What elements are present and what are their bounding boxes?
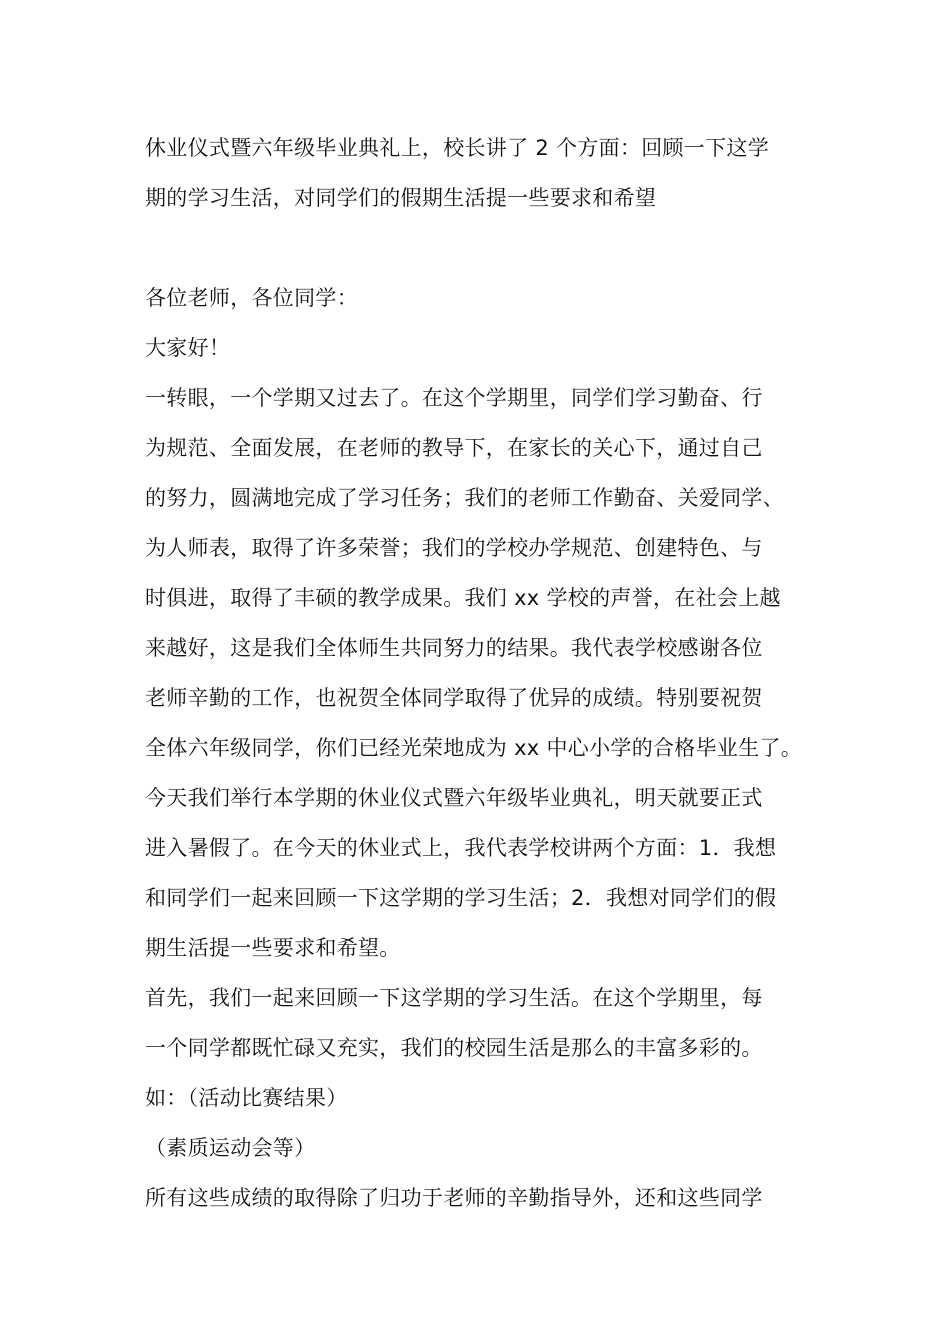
body-line-11: 和同学们一起来回顾一下这学期的学习生活；2．我想对同学们的假 bbox=[145, 886, 777, 910]
body-line-12: 期生活提一些要求和希望。 bbox=[145, 936, 401, 960]
body-line-13: 首先，我们一起来回顾一下这学期的学习生活。在这个学期里，每 bbox=[145, 986, 763, 1010]
body-line-7: 老师辛勤的工作，也祝贺全体同学取得了优异的成绩。特别要祝贺 bbox=[145, 686, 763, 710]
body-line-17: 所有这些成绩的取得除了归功于老师的辛勤指导外，还和这些同学 bbox=[145, 1186, 763, 1210]
body-line-10: 进入暑假了。在今天的休业式上，我代表学校讲两个方面：1．我想 bbox=[145, 836, 777, 860]
body-line-4: 为人师表，取得了许多荣誉；我们的学校办学规范、创建特色、与 bbox=[145, 536, 763, 560]
body-line-16: （素质运动会等） bbox=[145, 1136, 316, 1160]
body-line-5: 时俱进，取得了丰硕的教学成果。我们 xx 学校的声誉，在社会上越 bbox=[145, 586, 781, 610]
summary-line-1: 休业仪式暨六年级毕业典礼上，校长讲了 2 个方面：回顾一下这学 bbox=[145, 136, 770, 160]
body-line-14: 一个同学都既忙碌又充实，我们的校园生活是那么的丰富多彩的。 bbox=[145, 1036, 763, 1060]
body-line-1: 一转眼，一个学期又过去了。在这个学期里，同学们学习勤奋、行 bbox=[145, 386, 763, 410]
salutation: 各位老师，各位同学： bbox=[145, 286, 358, 310]
body-line-6: 来越好，这是我们全体师生共同努力的结果。我代表学校感谢各位 bbox=[145, 636, 763, 660]
body-line-2: 为规范、全面发展，在老师的教导下，在家长的关心下，通过自己 bbox=[145, 436, 763, 460]
greeting: 大家好！ bbox=[145, 336, 231, 360]
summary-line-2: 期的学习生活，对同学们的假期生活提一些要求和希望 bbox=[145, 186, 657, 210]
body-line-3: 的努力，圆满地完成了学习任务；我们的老师工作勤奋、关爱同学、 bbox=[145, 486, 784, 510]
body-line-15: 如：（活动比赛结果） bbox=[145, 1086, 348, 1110]
body-line-9: 今天我们举行本学期的休业仪式暨六年级毕业典礼，明天就要正式 bbox=[145, 786, 763, 810]
body-line-8: 全体六年级同学，你们已经光荣地成为 xx 中心小学的合格毕业生了。 bbox=[145, 736, 803, 760]
